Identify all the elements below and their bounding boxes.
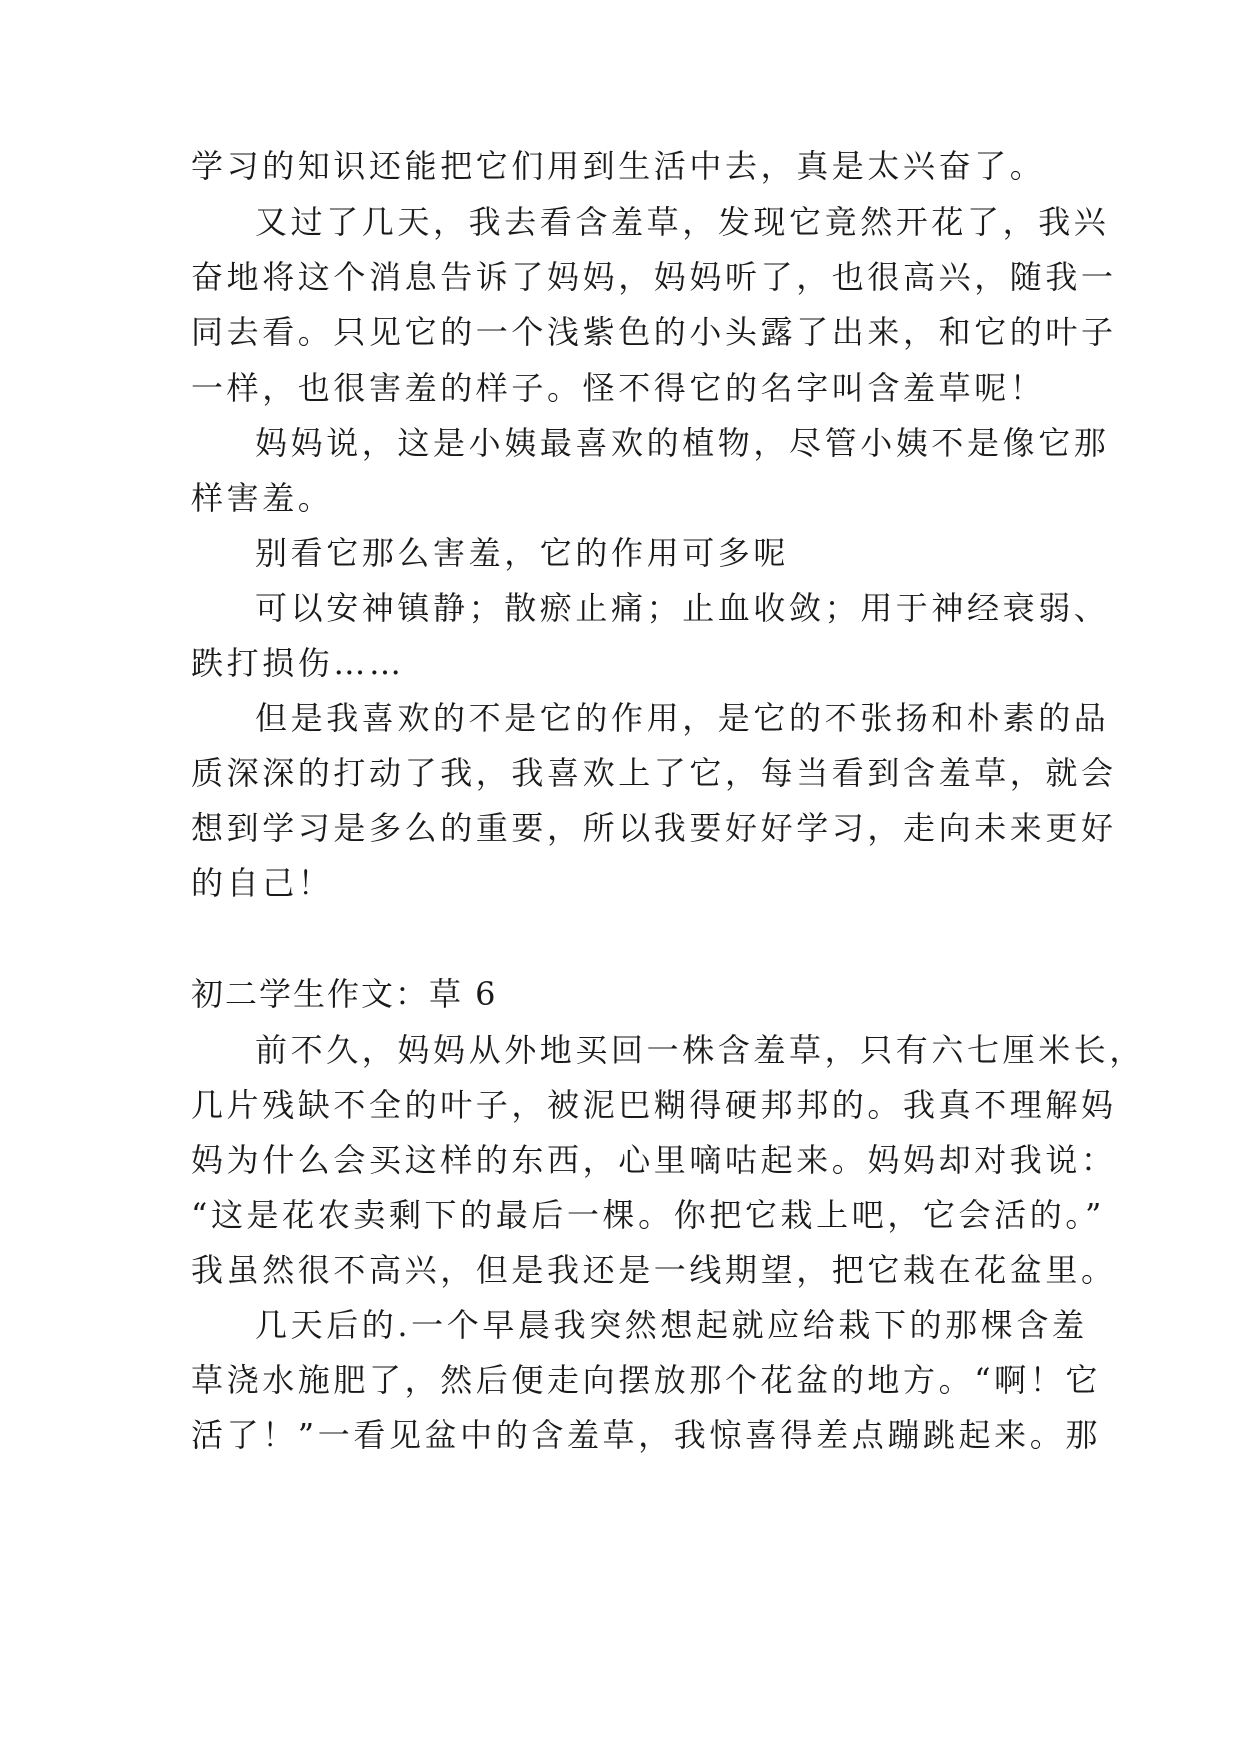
paragraph-line: 同去看。只见它的一个浅紫色的小头露了出来，和它的叶子 bbox=[191, 313, 1117, 351]
paragraph-line: 前不久，妈妈从外地买回一株含羞草，只有六七厘米长， bbox=[255, 1031, 1146, 1069]
paragraph-line: 一样，也很害羞的样子。怪不得它的名字叫含羞草呢！ bbox=[191, 369, 1046, 407]
paragraph-line: 样害羞。 bbox=[191, 479, 334, 517]
paragraph-line: 几天后的.一个早晨我突然想起就应给栽下的那棵含羞 bbox=[255, 1306, 1088, 1344]
paragraph-line: 几片残缺不全的叶子，被泥巴糊得硬邦邦的。我真不理解妈 bbox=[191, 1086, 1117, 1124]
paragraph-line: 又过了几天，我去看含羞草，发现它竟然开花了，我兴 bbox=[255, 203, 1110, 241]
paragraph-line: 奋地将这个消息告诉了妈妈，妈妈听了，也很高兴，随我一 bbox=[191, 258, 1117, 296]
essay-heading: 初二学生作文：草 6 bbox=[191, 975, 498, 1013]
paragraph-line: 我虽然很不高兴，但是我还是一线期望，把它栽在花盆里。 bbox=[191, 1251, 1117, 1289]
paragraph-line: 但是我喜欢的不是它的作用，是它的不张扬和朴素的品 bbox=[255, 699, 1110, 737]
paragraph-line: 妈妈说，这是小姨最喜欢的植物，尽管小姨不是像它那 bbox=[255, 424, 1110, 462]
paragraph-line: 别看它那么害羞，它的作用可多呢 bbox=[255, 534, 790, 572]
paragraph-line: 妈为什么会买这样的东西，心里嘀咕起来。妈妈却对我说： bbox=[191, 1141, 1117, 1179]
paragraph-line: 活了！”一看见盆中的含羞草，我惊喜得差点蹦跳起来。那 bbox=[191, 1416, 1101, 1454]
paragraph-line: 学习的知识还能把它们用到生活中去，真是太兴奋了。 bbox=[191, 147, 1046, 185]
paragraph-line: 可以安神镇静；散瘀止痛；止血收敛；用于神经衰弱、 bbox=[255, 589, 1110, 627]
paragraph-line: 草浇水施肥了，然后便走向摆放那个花盆的地方。“啊！它 bbox=[191, 1361, 1101, 1399]
paragraph-line: 跌打损伤…… bbox=[191, 644, 405, 682]
paragraph-line: “这是花农卖剩下的最后一棵。你把它栽上吧，它会活的。” bbox=[191, 1196, 1105, 1234]
paragraph-line: 质深深的打动了我，我喜欢上了它，每当看到含羞草，就会 bbox=[191, 754, 1117, 792]
paragraph-line: 的自己！ bbox=[191, 864, 334, 902]
paragraph-line: 想到学习是多么的重要，所以我要好好学习，走向未来更好 bbox=[191, 809, 1117, 847]
